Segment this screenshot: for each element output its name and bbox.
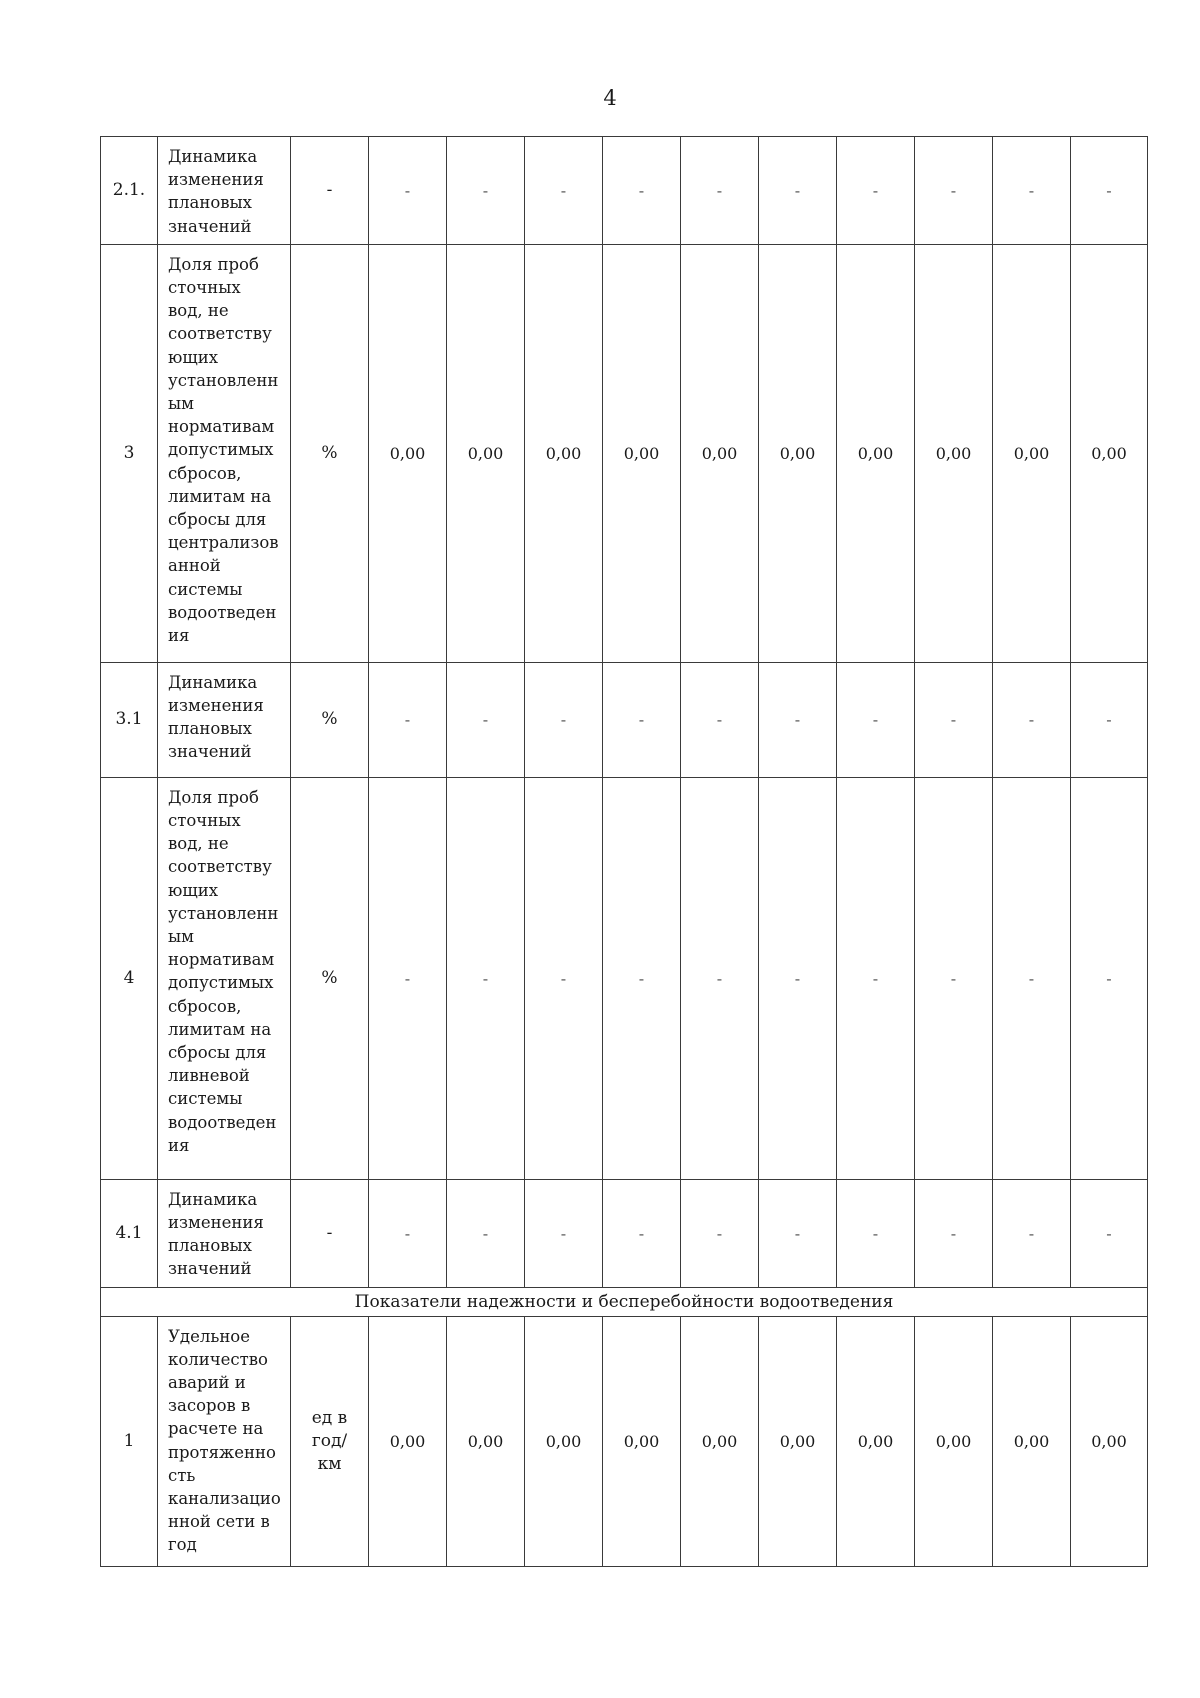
row-number: 1 [101,1316,158,1566]
value-cell: - [759,777,837,1179]
value-cell: - [1071,662,1148,777]
value-cell: 0,00 [993,244,1071,662]
unit-cell: % [291,777,369,1179]
value-cell: - [837,662,915,777]
value-cell: - [447,137,525,245]
value-cell: - [759,662,837,777]
value-cell: 0,00 [603,244,681,662]
value-cell: 0,00 [681,244,759,662]
value-cell: - [525,1179,603,1287]
value-cell: - [603,137,681,245]
value-cell: - [369,137,447,245]
row-number: 2.1. [101,137,158,245]
value-cell: 0,00 [525,1316,603,1566]
value-cell: 0,00 [837,1316,915,1566]
indicator-name: Доля проб сточных вод, не соответству ющих установленн ым нормативам допустимых сбросов, лимитам на сбросы для централизов анной системы водоотведен ия [158,244,291,662]
value-cell: 0,00 [915,1316,993,1566]
indicator-name: Динамика изменения плановых значений [158,1179,291,1287]
unit-cell: - [291,1179,369,1287]
value-cell: 0,00 [1071,1316,1148,1566]
table-row [101,244,1148,662]
value-cell: - [759,137,837,245]
value-cell: 0,00 [681,1316,759,1566]
value-cell: - [603,777,681,1179]
value-cell: 0,00 [525,244,603,662]
value-cell: - [369,662,447,777]
row-number: 4 [101,777,158,1179]
value-cell: - [1071,137,1148,245]
table-row [101,662,1148,777]
value-cell: - [915,777,993,1179]
value-cell: 0,00 [1071,244,1148,662]
value-cell: - [525,137,603,245]
value-cell: - [603,1179,681,1287]
value-cell: - [837,777,915,1179]
table-row [101,137,1148,245]
value-cell: - [993,137,1071,245]
value-cell: 0,00 [759,244,837,662]
value-cell: - [525,662,603,777]
table-row [101,777,1148,1179]
table-row [101,1179,1148,1287]
value-cell: - [447,777,525,1179]
indicator-name: Динамика изменения плановых значений [158,137,291,245]
value-cell: - [1071,1179,1148,1287]
value-cell: - [915,137,993,245]
value-cell: - [837,1179,915,1287]
indicator-name: Динамика изменения плановых значений [158,662,291,777]
value-cell: 0,00 [447,1316,525,1566]
value-cell: - [681,1179,759,1287]
section-title: Показатели надежности и бесперебойности водоотведения [101,1287,1148,1316]
value-cell: - [369,1179,447,1287]
value-cell: - [993,1179,1071,1287]
value-cell: - [993,662,1071,777]
value-cell: - [681,662,759,777]
unit-cell: % [291,244,369,662]
value-cell: - [681,777,759,1179]
unit-cell: - [291,137,369,245]
indicator-name: Доля проб сточных вод, не соответству ющих установленн ым нормативам допустимых сбросов, лимитам на сбросы для ливневой системы водоотведен ия [158,777,291,1179]
indicator-name: Удельное количество аварий и засоров в расчете на протяженно сть канализацио нной сети в год [158,1316,291,1566]
value-cell: - [1071,777,1148,1179]
value-cell: - [759,1179,837,1287]
row-number: 4.1 [101,1179,158,1287]
page-number: 4 [603,86,617,110]
value-cell: 0,00 [915,244,993,662]
value-cell: - [447,662,525,777]
value-cell: - [993,777,1071,1179]
section-header-row [101,1287,1148,1316]
unit-cell: % [291,662,369,777]
value-cell: 0,00 [837,244,915,662]
value-cell: 0,00 [369,244,447,662]
value-cell: - [603,662,681,777]
table-row [101,1316,1148,1566]
row-number: 3.1 [101,662,158,777]
value-cell: 0,00 [993,1316,1071,1566]
value-cell: - [915,1179,993,1287]
value-cell: 0,00 [759,1316,837,1566]
indicators-table [100,136,1148,1567]
value-cell: 0,00 [603,1316,681,1566]
value-cell: 0,00 [447,244,525,662]
row-number: 3 [101,244,158,662]
unit-cell: ед в год/ км [291,1316,369,1566]
value-cell: - [369,777,447,1179]
value-cell: - [681,137,759,245]
value-cell: - [915,662,993,777]
value-cell: - [447,1179,525,1287]
value-cell: 0,00 [369,1316,447,1566]
value-cell: - [837,137,915,245]
value-cell: - [525,777,603,1179]
